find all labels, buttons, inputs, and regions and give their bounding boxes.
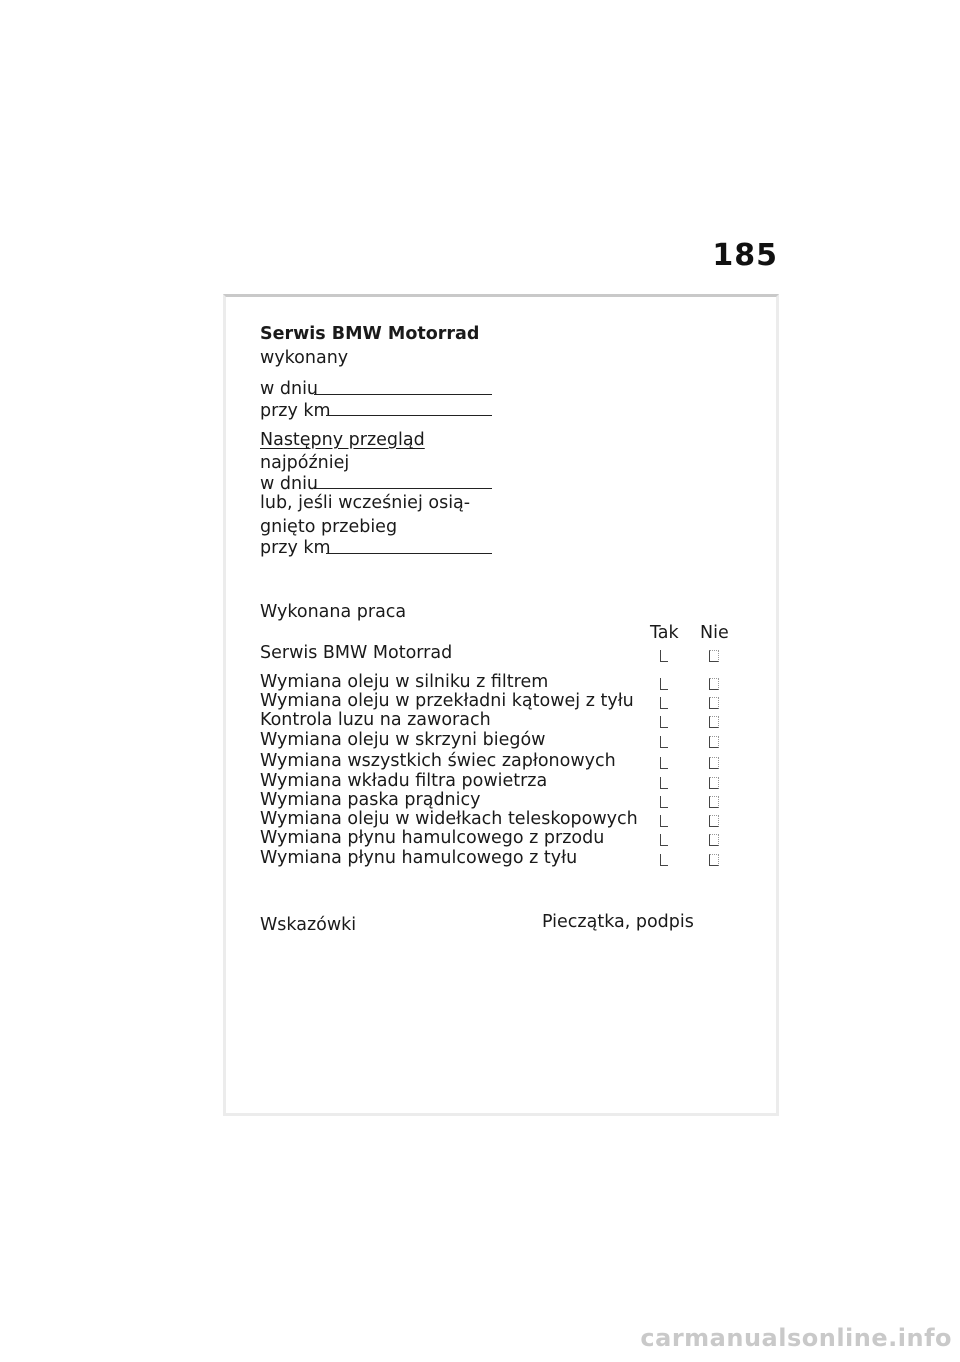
task-yes-checkbox[interactable] bbox=[660, 757, 668, 769]
next-service-condition-line1: lub, jeśli wcześniej osią- bbox=[260, 493, 471, 513]
service-title: Serwis BMW Motorrad bbox=[260, 324, 480, 344]
task-yes-checkbox[interactable] bbox=[660, 736, 668, 748]
next-service-title: Następny przegląd bbox=[260, 430, 425, 450]
service-row-label: Serwis BMW Motorrad bbox=[260, 643, 453, 663]
task-yes-checkbox[interactable] bbox=[660, 796, 668, 808]
task-row-label: Wymiana oleju w widełkach teleskopowych bbox=[260, 809, 638, 829]
service-km-label: przy km bbox=[260, 401, 331, 421]
service-date-field[interactable] bbox=[314, 394, 492, 395]
task-yes-checkbox[interactable] bbox=[660, 777, 668, 789]
next-service-date-field[interactable] bbox=[314, 488, 492, 489]
task-no-checkbox[interactable] bbox=[709, 757, 719, 769]
task-yes-checkbox[interactable] bbox=[660, 834, 668, 846]
service-yes-checkbox[interactable] bbox=[660, 650, 668, 662]
task-yes-checkbox[interactable] bbox=[660, 815, 668, 827]
task-no-checkbox[interactable] bbox=[709, 678, 719, 690]
next-service-km-field[interactable] bbox=[326, 553, 492, 554]
watermark: carmanualsonline.info bbox=[640, 1324, 952, 1352]
task-row-label: Wymiana płynu hamulcowego z tyłu bbox=[260, 848, 578, 868]
service-no-checkbox[interactable] bbox=[709, 650, 719, 662]
task-row-label: Wymiana wszystkich świec zapłonowych bbox=[260, 751, 616, 771]
task-row-label: Wymiana paska prądnicy bbox=[260, 790, 481, 810]
task-row-label: Wymiana oleju w silniku z filtrem bbox=[260, 672, 549, 692]
column-yes-label: Tak bbox=[650, 623, 679, 643]
column-no-label: Nie bbox=[700, 623, 729, 643]
next-service-date-label: w dniu bbox=[260, 474, 319, 494]
next-service-condition-line2: gnięto przebieg bbox=[260, 517, 398, 537]
task-no-checkbox[interactable] bbox=[709, 815, 719, 827]
task-row-label: Kontrola luzu na zaworach bbox=[260, 710, 491, 730]
task-yes-checkbox[interactable] bbox=[660, 716, 668, 728]
next-service-km-label: przy km bbox=[260, 538, 331, 558]
task-no-checkbox[interactable] bbox=[709, 716, 719, 728]
next-service-latest-label: najpóźniej bbox=[260, 453, 350, 473]
work-done-heading: Wykonana praca bbox=[260, 602, 407, 622]
task-no-checkbox[interactable] bbox=[709, 777, 719, 789]
task-row-label: Wymiana oleju w przekładni kątowej z tyłu bbox=[260, 691, 634, 711]
task-row-label: Wymiana wkładu filtra powietrza bbox=[260, 771, 548, 791]
task-no-checkbox[interactable] bbox=[709, 796, 719, 808]
stamp-signature-label: Pieczątka, podpis bbox=[542, 912, 694, 932]
page-number: 185 bbox=[712, 238, 778, 273]
task-yes-checkbox[interactable] bbox=[660, 678, 668, 690]
task-row-label: Wymiana płynu hamulcowego z przodu bbox=[260, 828, 605, 848]
task-yes-checkbox[interactable] bbox=[660, 854, 668, 866]
notes-label: Wskazówki bbox=[260, 915, 357, 935]
task-no-checkbox[interactable] bbox=[709, 834, 719, 846]
task-no-checkbox[interactable] bbox=[709, 697, 719, 709]
service-performed-label: wykonany bbox=[260, 348, 349, 368]
service-km-field[interactable] bbox=[326, 415, 492, 416]
task-no-checkbox[interactable] bbox=[709, 736, 719, 748]
task-row-label: Wymiana oleju w skrzyni biegów bbox=[260, 730, 546, 750]
service-date-label: w dniu bbox=[260, 379, 319, 399]
task-yes-checkbox[interactable] bbox=[660, 697, 668, 709]
task-no-checkbox[interactable] bbox=[709, 854, 719, 866]
